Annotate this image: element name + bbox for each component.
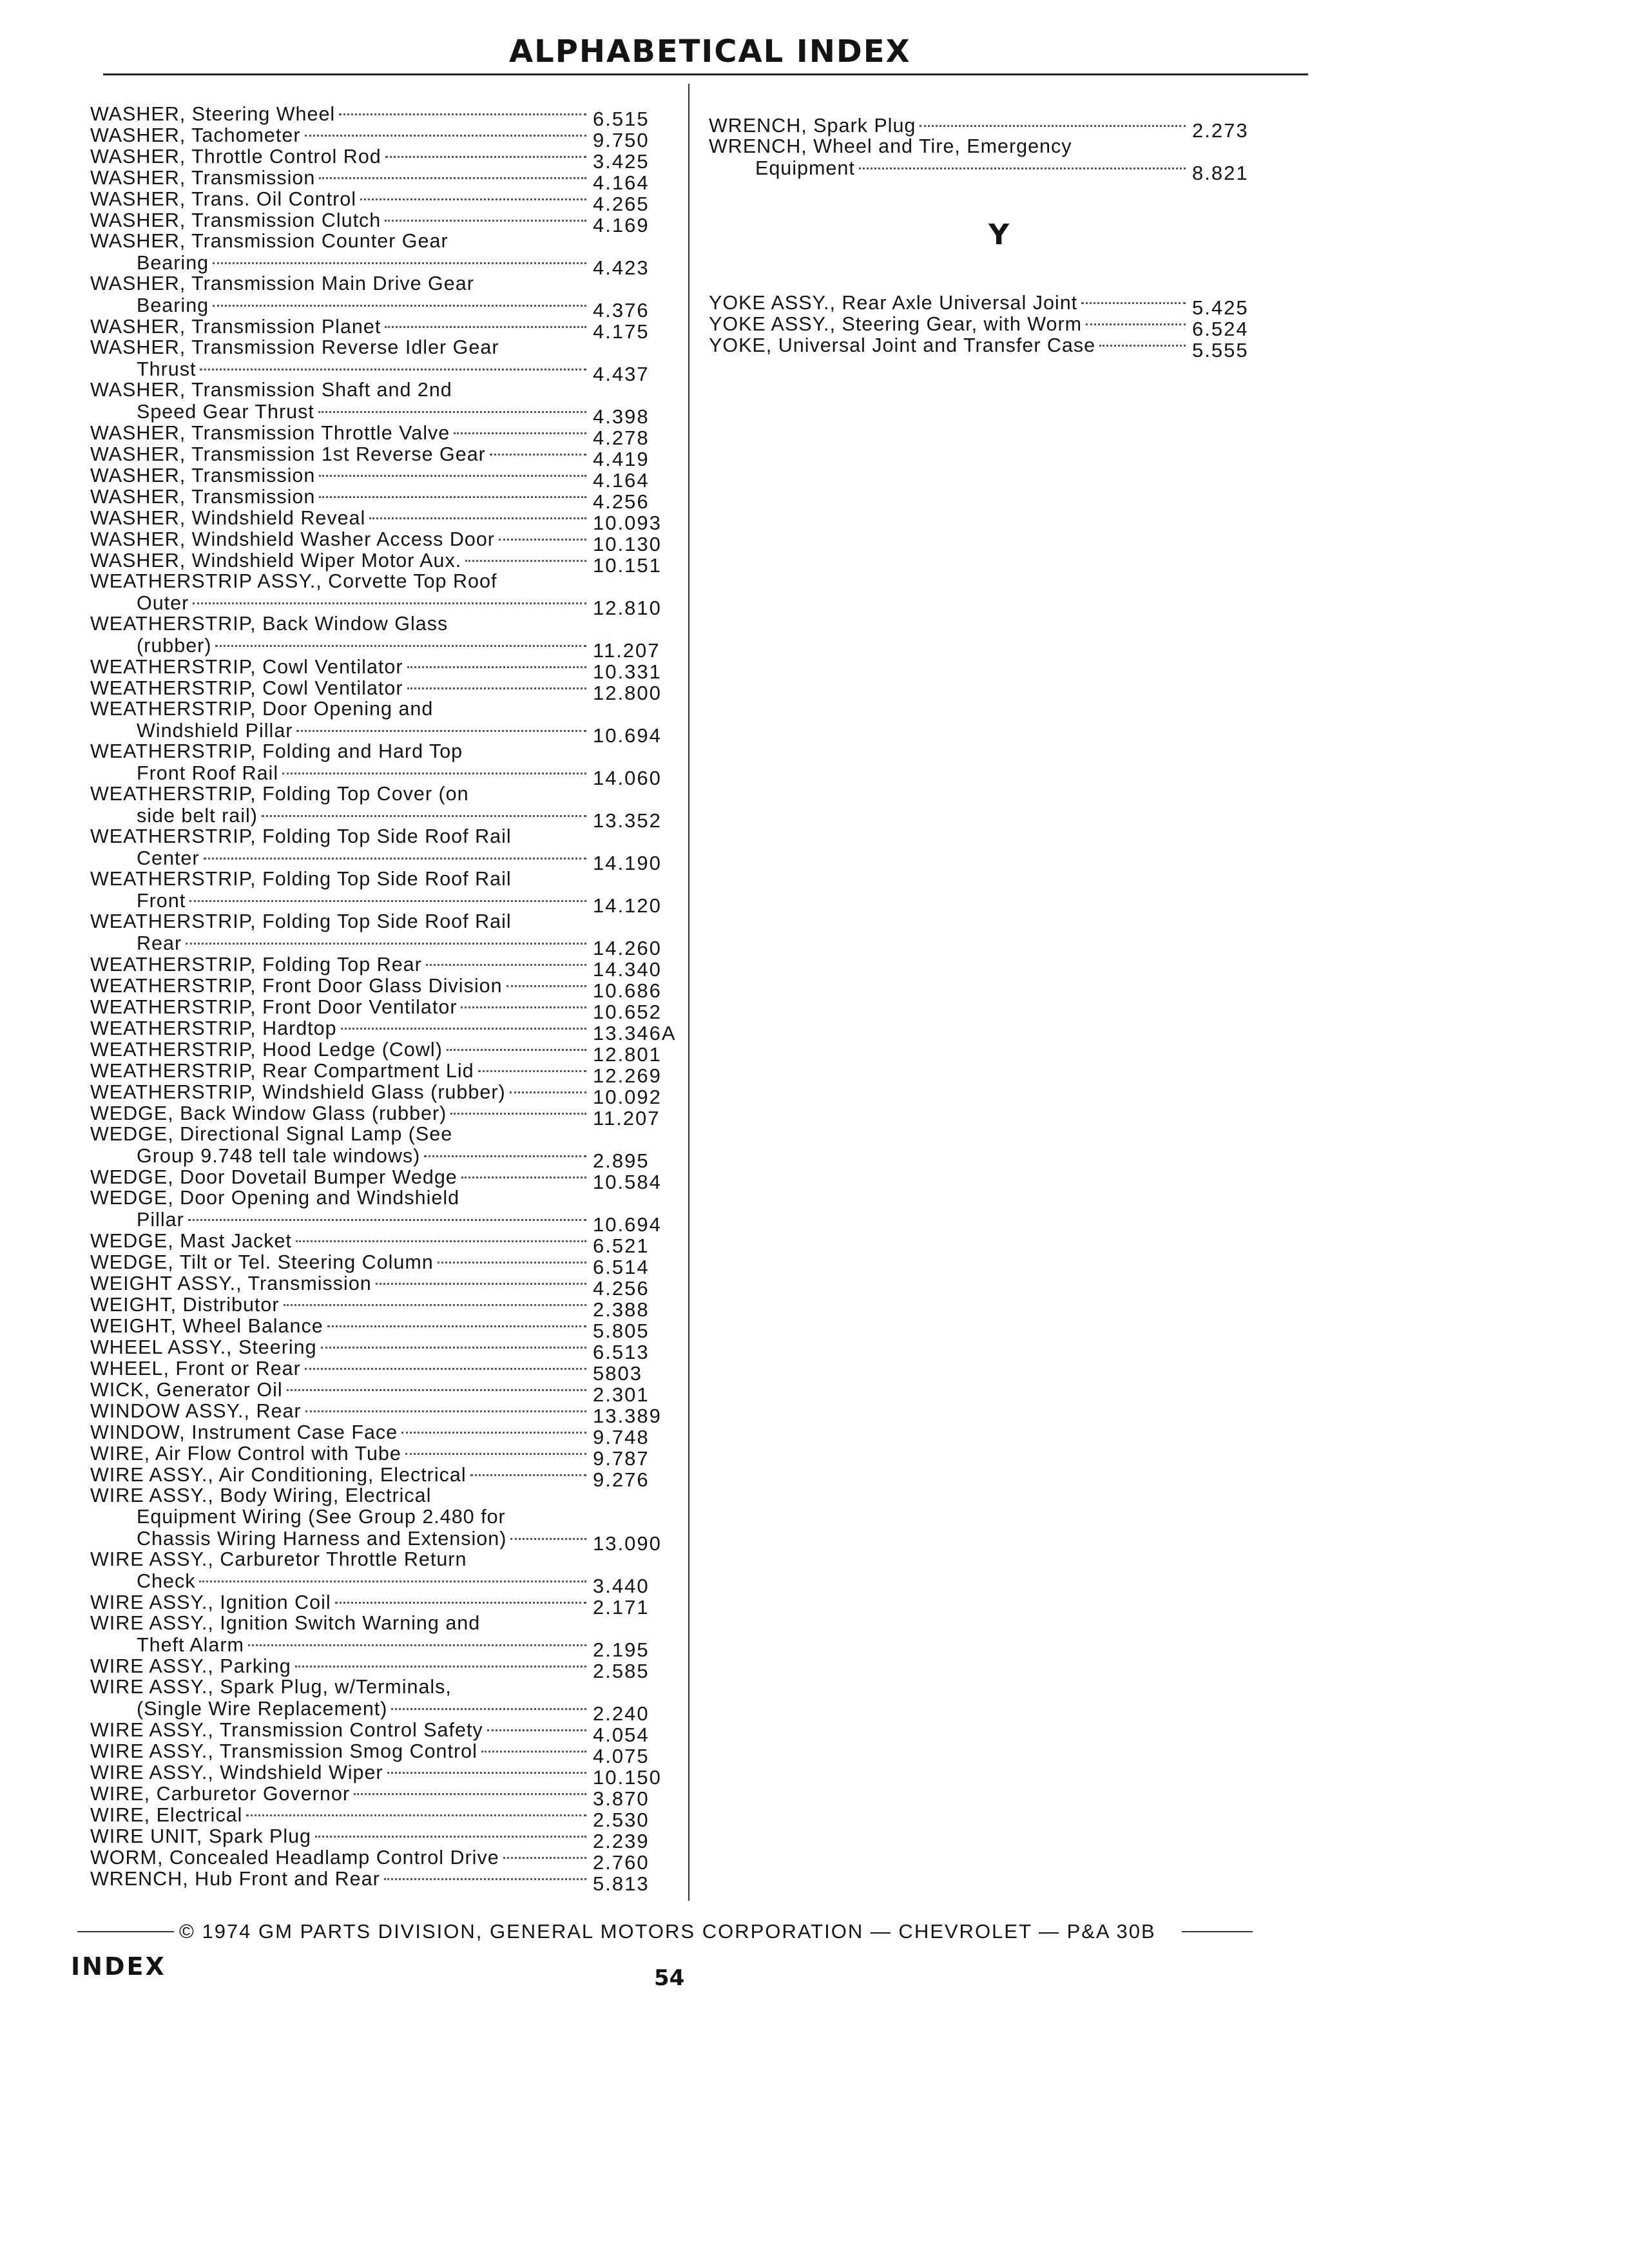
entry-text: WEDGE, Tilt or Tel. Steering Column <box>90 1251 434 1273</box>
dot-leader <box>510 1091 586 1093</box>
entry-page: 4.437 <box>593 363 650 385</box>
title-rule <box>103 73 1308 75</box>
entry-text: Outer <box>137 592 189 614</box>
dot-leader <box>447 1049 586 1051</box>
entry-page: 8.821 <box>1192 162 1249 184</box>
index-entry <box>90 910 689 959</box>
entry-page: 4.398 <box>593 405 650 428</box>
entry-text: WEDGE, Mast Jacket <box>90 1230 292 1252</box>
dot-leader <box>339 113 586 115</box>
entry-text: WIRE ASSY., Air Conditioning, Electrical <box>90 1464 467 1486</box>
entry-page: 2.273 <box>1192 119 1249 142</box>
entry-page: 4.164 <box>593 469 650 492</box>
dot-leader <box>859 168 1186 169</box>
entry-page: 5.555 <box>1192 339 1249 361</box>
entry-text: WEATHERSTRIP, Front Door Ventilator <box>90 996 458 1018</box>
entry-text: WASHER, Transmission Clutch <box>90 209 381 231</box>
entry-text: WEATHERSTRIP, Door Opening and <box>90 698 434 720</box>
dot-leader <box>305 1410 586 1412</box>
entry-page: 6.513 <box>593 1341 650 1363</box>
entry-page: 9.276 <box>593 1468 650 1491</box>
entry-text: WASHER, Transmission Shaft and 2nd <box>90 379 452 401</box>
entry-page: 4.054 <box>593 1724 650 1746</box>
entry-text: WINDOW ASSY., Rear <box>90 1400 302 1422</box>
entry-page: 2.530 <box>593 1809 650 1831</box>
entry-text: WRENCH, Wheel and Tire, Emergency <box>709 135 1072 157</box>
dot-leader <box>490 454 586 456</box>
index-entry <box>90 1676 689 1725</box>
dot-leader <box>503 1857 586 1859</box>
entry-text: Center <box>137 847 200 869</box>
entry-text: WEDGE, Door Dovetail Bumper Wedge <box>90 1166 458 1188</box>
dot-leader <box>188 1219 586 1221</box>
entry-page: 3.870 <box>593 1787 650 1810</box>
entry-text: WIRE ASSY., Parking <box>90 1655 291 1677</box>
entry-page: 13.352 <box>593 809 662 832</box>
entry-page: 4.419 <box>593 448 650 470</box>
entry-text: WASHER, Transmission Planet <box>90 316 381 338</box>
entry-text: WIRE, Carburetor Governor <box>90 1783 350 1805</box>
entry-page: 11.207 <box>593 639 660 662</box>
entry-text: WASHER, Windshield Washer Access Door <box>90 528 495 550</box>
entry-text: WIRE ASSY., Windshield Wiper <box>90 1762 383 1783</box>
entry-text: Bearing <box>137 252 209 274</box>
entry-text: Bearing <box>137 294 209 316</box>
index-entry <box>90 698 689 747</box>
dot-leader <box>213 262 586 264</box>
index-label: INDEX <box>71 1952 166 1981</box>
entry-text: WASHER, Transmission Throttle Valve <box>90 422 450 444</box>
entry-page: 6.521 <box>593 1235 650 1257</box>
entry-text: WEIGHT ASSY., Transmission <box>90 1273 372 1294</box>
entry-text: YOKE, Universal Joint and Transfer Case <box>709 334 1096 356</box>
dot-leader <box>470 1474 586 1476</box>
entry-page: 9.748 <box>593 1426 650 1448</box>
entry-text: WASHER, Windshield Reveal <box>90 507 366 529</box>
dot-leader <box>454 432 586 434</box>
entry-text: WASHER, Transmission <box>90 465 316 486</box>
entry-page: 10.694 <box>593 1213 662 1236</box>
dot-leader <box>341 1028 586 1030</box>
entry-page: 10.652 <box>593 1001 662 1023</box>
entry-page: 2.171 <box>593 1596 650 1619</box>
dot-leader <box>384 1878 586 1880</box>
entry-text: WASHER, Transmission Main Drive Gear <box>90 273 474 294</box>
footer-copyright: © 1974 GM PARTS DIVISION, GENERAL MOTORS CORPORATION — CHEVROLET — P&A 30B <box>179 1920 1156 1943</box>
dot-leader <box>401 1432 586 1434</box>
index-entry <box>90 825 689 874</box>
entry-text: Thrust <box>137 358 197 380</box>
dot-leader <box>920 125 1186 127</box>
entry-page: 4.164 <box>593 171 650 194</box>
entry-text: Check <box>137 1570 196 1592</box>
dot-leader <box>284 1304 586 1306</box>
entry-text: WEATHERSTRIP, Hardtop <box>90 1017 337 1039</box>
index-entry <box>90 613 689 662</box>
entry-text: WEATHERSTRIP, Front Door Glass Division <box>90 975 503 997</box>
entry-page: 5803 <box>593 1362 642 1385</box>
entry-text: WASHER, Steering Wheel <box>90 103 336 125</box>
entry-page: 6.524 <box>1192 318 1249 340</box>
dot-leader <box>387 1772 586 1774</box>
entry-page: 10.092 <box>593 1086 662 1108</box>
entry-page: 4.256 <box>593 490 650 513</box>
entry-text: WEIGHT, Wheel Balance <box>90 1315 323 1337</box>
entry-text: Equipment <box>755 157 855 179</box>
dot-leader <box>450 1113 586 1115</box>
entry-text: WASHER, Transmission Reverse Idler Gear <box>90 336 499 358</box>
entry-page: 4.169 <box>593 214 650 236</box>
entry-text: WEATHERSTRIP, Back Window Glass <box>90 613 448 635</box>
entry-text: (Single Wire Replacement) <box>137 1698 388 1720</box>
entry-text: WORM, Concealed Headlamp Control Drive <box>90 1847 499 1869</box>
dot-leader <box>385 220 586 222</box>
dot-leader <box>296 1240 586 1242</box>
entry-text: WRENCH, Hub Front and Rear <box>90 1868 380 1890</box>
entry-text: WASHER, Tachometer <box>90 124 301 146</box>
dot-leader <box>1086 323 1186 325</box>
dot-leader <box>305 1368 586 1370</box>
dot-leader <box>213 305 586 307</box>
entry-page: 10.093 <box>593 512 662 534</box>
dot-leader <box>321 1347 586 1349</box>
page-number: 54 <box>654 1965 685 1991</box>
right-column <box>709 115 1289 361</box>
dot-leader <box>215 645 586 647</box>
entry-page: 2.895 <box>593 1149 650 1172</box>
dot-leader <box>391 1708 586 1710</box>
entry-page: 11.207 <box>593 1107 660 1129</box>
dot-leader <box>199 1581 586 1582</box>
entry-text: Theft Alarm <box>137 1634 244 1656</box>
entry-page: 12.800 <box>593 682 662 704</box>
entry-text: Equipment Wiring (See Group 2.480 for <box>137 1506 506 1528</box>
entry-page: 3.440 <box>593 1575 650 1597</box>
entry-text: WIRE ASSY., Carburetor Throttle Return <box>90 1548 467 1570</box>
dot-leader <box>354 1793 586 1795</box>
entry-page: 4.256 <box>593 1277 650 1300</box>
entry-page: 14.120 <box>593 894 662 917</box>
entry-page: 12.269 <box>593 1064 662 1087</box>
entry-page: 10.584 <box>593 1171 662 1193</box>
entry-text: WEATHERSTRIP, Folding Top Side Roof Rail <box>90 825 512 847</box>
entry-text: WIRE ASSY., Ignition Switch Warning and <box>90 1612 481 1634</box>
dot-leader <box>296 730 586 732</box>
entry-text: Rear <box>137 932 182 954</box>
dot-leader <box>385 156 586 158</box>
dot-leader <box>335 1602 586 1604</box>
dot-leader <box>461 1006 586 1008</box>
entry-page: 4.376 <box>593 299 650 322</box>
index-entry <box>90 570 689 619</box>
y-entries <box>709 292 1289 361</box>
dot-leader <box>426 964 586 966</box>
dot-leader <box>315 1836 586 1838</box>
dot-leader <box>405 1453 586 1455</box>
entry-page: 2.585 <box>593 1660 650 1682</box>
index-entry <box>90 230 689 279</box>
dot-leader <box>407 666 586 668</box>
dot-leader <box>407 687 586 689</box>
index-entry <box>709 135 1289 184</box>
entry-page: 10.150 <box>593 1766 662 1789</box>
dot-leader <box>510 1538 586 1540</box>
entry-text: YOKE ASSY., Rear Axle Universal Joint <box>709 292 1078 314</box>
entry-text: WIRE ASSY., Body Wiring, Electrical <box>90 1485 432 1506</box>
entry-page: 10.331 <box>593 660 662 683</box>
dot-leader <box>200 369 586 370</box>
dot-leader <box>193 602 586 604</box>
dot-leader <box>360 198 586 200</box>
index-entry <box>709 115 1289 142</box>
dot-leader <box>319 177 586 179</box>
entry-page: 5.425 <box>1192 296 1249 319</box>
entry-text: WASHER, Trans. Oil Control <box>90 188 356 210</box>
entry-page: 2.195 <box>593 1639 650 1661</box>
page-title: ALPHABETICAL INDEX <box>509 34 911 70</box>
dot-leader <box>1081 302 1186 304</box>
index-entry <box>90 1187 689 1236</box>
left-column <box>90 103 689 1895</box>
entry-text: WEATHERSTRIP, Folding Top Side Roof Rail <box>90 868 512 890</box>
dot-leader <box>295 1666 586 1667</box>
entry-page: 13.389 <box>593 1405 662 1427</box>
entry-page: 9.750 <box>593 129 650 151</box>
entry-text: WEATHERSTRIP, Windshield Glass (rubber) <box>90 1081 506 1103</box>
entry-page: 12.801 <box>593 1043 662 1066</box>
dot-leader <box>478 1070 586 1072</box>
entry-text: WASHER, Transmission 1st Reverse Gear <box>90 443 486 465</box>
dot-leader <box>499 539 586 541</box>
section-letter-y: Y <box>988 218 1009 251</box>
index-entry <box>90 783 689 832</box>
entry-text: WIRE ASSY., Spark Plug, w/Terminals, <box>90 1676 452 1698</box>
footer-lead-rule <box>77 1931 174 1932</box>
entry-text: WASHER, Transmission <box>90 167 316 189</box>
footer <box>77 1920 1302 1943</box>
entry-text: WASHER, Windshield Wiper Motor Aux. <box>90 550 462 572</box>
index-entry <box>90 336 689 385</box>
dot-leader <box>282 773 586 774</box>
entry-text: Chassis Wiring Harness and Extension) <box>137 1528 507 1550</box>
entry-text: WEIGHT, Distributor <box>90 1294 280 1316</box>
entry-page: 10.686 <box>593 979 662 1002</box>
entry-page: 9.787 <box>593 1447 650 1470</box>
index-entry <box>90 273 689 322</box>
dot-leader <box>319 475 586 477</box>
entry-page: 14.340 <box>593 958 662 981</box>
entry-page: 5.805 <box>593 1320 650 1342</box>
dot-leader <box>424 1155 586 1157</box>
dot-leader <box>189 900 586 902</box>
index-entry <box>90 379 689 428</box>
entry-page: 10.130 <box>593 533 662 555</box>
entry-page: 12.810 <box>593 597 662 619</box>
dot-leader <box>385 326 586 328</box>
dot-leader <box>506 985 586 987</box>
index-entry <box>90 1612 689 1661</box>
entry-text: (rubber) <box>137 635 212 657</box>
entry-text: Front <box>137 890 186 912</box>
entry-text: WIRE ASSY., Transmission Control Safety <box>90 1719 483 1741</box>
dot-leader <box>319 496 586 498</box>
entry-text: WIRE ASSY., Transmission Smog Control <box>90 1740 477 1762</box>
entry-text: WIRE, Air Flow Control with Tube <box>90 1443 401 1465</box>
entry-text: WEDGE, Door Opening and Windshield <box>90 1187 460 1209</box>
dot-leader <box>487 1729 586 1731</box>
entry-page: 10.151 <box>593 554 662 577</box>
entry-page: 14.190 <box>593 852 662 874</box>
entry-text: WEATHERSTRIP, Rear Compartment Lid <box>90 1060 474 1082</box>
dot-leader <box>1099 345 1186 347</box>
entry-text: WASHER, Transmission <box>90 486 316 508</box>
entry-page: 4.075 <box>593 1745 650 1767</box>
dot-leader <box>248 1644 586 1646</box>
index-entry <box>90 103 689 130</box>
footer-trail-rule <box>1182 1931 1253 1932</box>
index-entry <box>90 868 689 917</box>
dot-leader <box>327 1325 586 1327</box>
entry-page: 4.423 <box>593 256 650 279</box>
entry-text: Speed Gear Thrust <box>137 401 314 423</box>
entry-text: WEATHERSTRIP, Folding Top Rear <box>90 954 422 975</box>
index-entry <box>90 740 689 789</box>
dot-leader <box>465 560 586 562</box>
entry-text: WICK, Generator Oil <box>90 1379 283 1401</box>
entry-text: WEATHERSTRIP, Cowl Ventilator <box>90 677 403 699</box>
dot-leader <box>246 1814 586 1816</box>
entry-page: 6.514 <box>593 1256 650 1278</box>
entry-text: WEATHERSTRIP ASSY., Corvette Top Roof <box>90 570 497 592</box>
entry-text: WEDGE, Back Window Glass (rubber) <box>90 1102 447 1124</box>
entry-page: 4.278 <box>593 427 650 449</box>
entry-page: 13.346A <box>593 1022 677 1044</box>
entry-text: WIRE ASSY., Ignition Coil <box>90 1591 331 1613</box>
index-entry <box>90 1548 689 1597</box>
dot-leader <box>186 943 586 945</box>
entry-text: WRENCH, Spark Plug <box>709 115 916 137</box>
dot-leader <box>318 411 586 413</box>
entry-text: WEATHERSTRIP, Cowl Ventilator <box>90 656 403 678</box>
entry-page: 10.694 <box>593 724 662 747</box>
entry-text: Front Roof Rail <box>137 762 279 784</box>
entry-text: WEATHERSTRIP, Folding Top Side Roof Rail <box>90 910 512 932</box>
entry-page: 2.301 <box>593 1383 650 1406</box>
entry-page: 2.239 <box>593 1830 650 1852</box>
dot-leader <box>204 858 586 860</box>
entry-text: WEATHERSTRIP, Hood Ledge (Cowl) <box>90 1039 443 1061</box>
entry-text: WASHER, Transmission Counter Gear <box>90 230 448 252</box>
entry-text: Windshield Pillar <box>137 720 293 742</box>
entry-page: 14.060 <box>593 767 662 789</box>
dot-leader <box>369 517 586 519</box>
index-entry <box>709 292 1289 319</box>
entry-page: 2.760 <box>593 1851 650 1874</box>
entry-text: WASHER, Throttle Control Rod <box>90 146 381 168</box>
entry-text: YOKE ASSY., Steering Gear, with Worm <box>709 313 1083 335</box>
entry-page: 14.260 <box>593 937 662 959</box>
entry-page: 2.240 <box>593 1702 650 1725</box>
entry-text: WEATHERSTRIP, Folding Top Cover (on <box>90 783 469 805</box>
entry-text: WEDGE, Directional Signal Lamp (See <box>90 1123 453 1145</box>
entry-text: WIRE, Electrical <box>90 1804 243 1826</box>
entry-text: WHEEL, Front or Rear <box>90 1358 301 1379</box>
entry-text: WINDOW, Instrument Case Face <box>90 1421 398 1443</box>
dot-leader <box>481 1751 586 1753</box>
entry-page: 4.175 <box>593 320 650 343</box>
dot-leader <box>376 1283 586 1285</box>
entry-page: 5.813 <box>593 1872 650 1895</box>
index-entry <box>90 1485 689 1555</box>
dot-leader <box>438 1262 586 1264</box>
dot-leader <box>305 135 587 137</box>
entry-text: WIRE UNIT, Spark Plug <box>90 1825 312 1847</box>
entry-page: 6.515 <box>593 108 650 130</box>
entry-text: Group 9.748 tell tale windows) <box>137 1145 421 1167</box>
entry-page: 4.265 <box>593 193 650 215</box>
entry-page: 3.425 <box>593 150 650 173</box>
dot-leader <box>461 1177 586 1178</box>
entry-text: WEATHERSTRIP, Folding and Hard Top <box>90 740 463 762</box>
dot-leader <box>262 815 586 817</box>
entry-page: 2.388 <box>593 1298 650 1321</box>
entry-text: side belt rail) <box>137 805 258 827</box>
dot-leader <box>287 1389 586 1391</box>
index-entry <box>90 1123 689 1172</box>
entry-page: 13.090 <box>593 1532 662 1555</box>
entry-text: Pillar <box>137 1209 184 1231</box>
entry-text: WHEEL ASSY., Steering <box>90 1336 317 1358</box>
w-entries <box>709 115 1289 184</box>
